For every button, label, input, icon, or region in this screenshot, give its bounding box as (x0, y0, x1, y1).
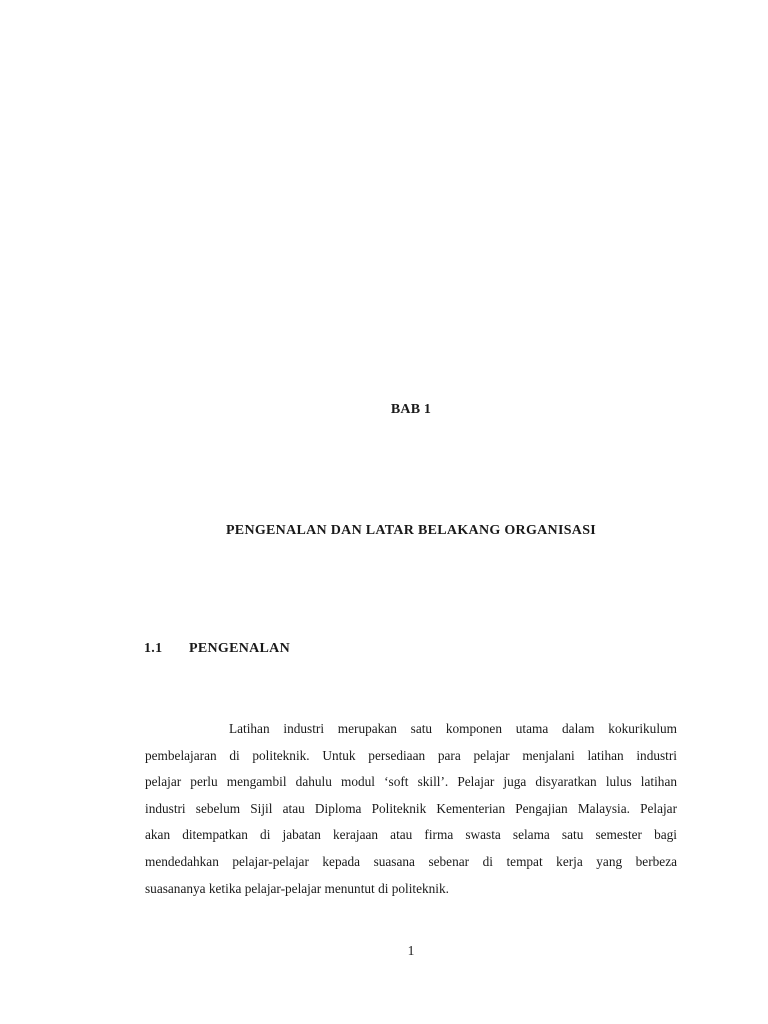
chapter-number: BAB 1 (390, 402, 432, 417)
paragraph-line: suasananya ketika pelajar-pelajar menuntut di politeknik. (145, 880, 449, 896)
paragraph-line: pembelajaran di politeknik. Untuk persediaan para pelajar menjalani latihan industri (145, 747, 677, 763)
section-heading (144, 641, 290, 657)
paragraph-line: industri sebelum Sijil atau Diploma Politeknik Kementerian Pengajian Malaysia. Pelajar (145, 800, 677, 816)
paragraph-line: akan ditempatkan di jabatan kerajaan atau firma swasta selama satu semester bagi (145, 827, 677, 843)
chapter-title: PENGENALAN DAN LATAR BELAKANG ORGANISASI (225, 523, 597, 538)
paragraph-line: Latihan industri merupakan satu komponen utama dalam kokurikulum (229, 721, 677, 736)
paragraph-line: mendedahkan pelajar-pelajar kepada suasana sebenar di tempat kerja yang berbeza (145, 853, 677, 869)
body-paragraph (145, 716, 677, 902)
page-number: 1 (407, 943, 415, 958)
section-title: PENGENALAN (189, 641, 291, 656)
section-number: 1.1 (144, 641, 163, 656)
paragraph-line: pelajar perlu mengambil dahulu modul ‘soft skill’. Pelajar juga disyaratkan lulus latihan (145, 774, 677, 790)
